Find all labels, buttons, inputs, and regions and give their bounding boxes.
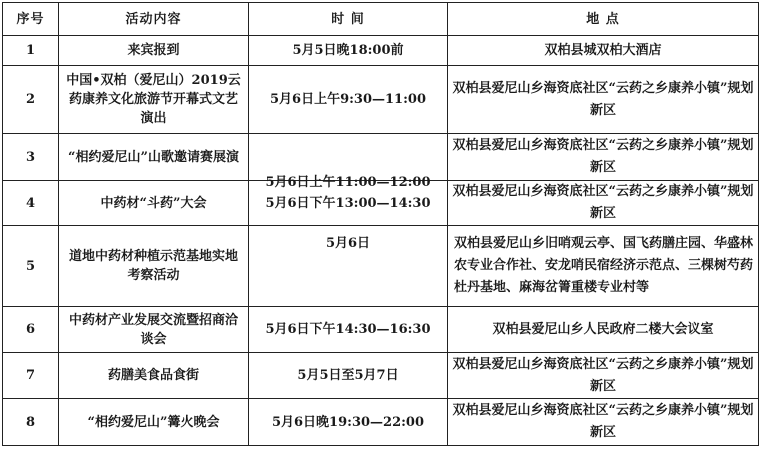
cell-content: 中药材产业发展交流暨招商洽谈会 (59, 307, 249, 353)
table-header-row (3, 3, 759, 36)
table-row (3, 226, 759, 307)
cell-no: 4 (3, 181, 59, 226)
cell-no: 6 (3, 307, 59, 353)
cell-content: 道地中药材种植示范基地实地考察活动 (59, 226, 249, 307)
cell-place: 双柏县爱尼山乡海资底社区“云药之乡康养小镇”规划新区 (448, 399, 759, 446)
cell-no: 5 (3, 226, 59, 307)
header-place: 地 点 (448, 3, 759, 36)
cell-no: 7 (3, 353, 59, 399)
cell-time: 5月6日下午14:30—16:30 (249, 307, 448, 353)
cell-time: 5月5日晚18:00前 (249, 36, 448, 66)
cell-content: 中药材“斗药”大会 (59, 181, 249, 226)
cell-time: 5月6日 (249, 226, 448, 307)
cell-place: 双柏县爱尼山乡海资底社区“云药之乡康养小镇”规划新区 (448, 181, 759, 226)
cell-place: 双柏县爱尼山乡海资底社区“云药之乡康养小镇”规划新区 (448, 66, 759, 134)
cell-place: 双柏县爱尼山乡海资底社区“云药之乡康养小镇”规划新区 (448, 353, 759, 399)
schedule-table (2, 2, 759, 446)
cell-time: 5月6日上午9:30—11:00 (249, 66, 448, 134)
cell-no: 2 (3, 66, 59, 134)
table-row (3, 134, 759, 181)
cell-content: “相约爱尼山”篝火晚会 (59, 399, 249, 446)
cell-time: 5月6日下午13:00—14:30 (249, 181, 448, 226)
cell-no: 1 (3, 36, 59, 66)
cell-time-text: 5月6日上午11:00—12:00 (265, 175, 431, 190)
table-row (3, 66, 759, 134)
table-row (3, 36, 759, 66)
cell-place: 双柏县城双柏大酒店 (448, 36, 759, 66)
cell-no: 3 (3, 134, 59, 181)
cell-content: 来宾报到 (59, 36, 249, 66)
cell-no: 8 (3, 399, 59, 446)
cell-place: 双柏县爱尼山乡人民政府二楼大会议室 (448, 307, 759, 353)
table-row (3, 307, 759, 353)
header-no: 序号 (3, 3, 59, 36)
table-row (3, 353, 759, 399)
cell-time: 5月6日晚19:30—22:00 (249, 399, 448, 446)
cell-time (249, 134, 448, 190)
header-content: 活动内容 (59, 3, 249, 36)
cell-content: 中国•双柏（爱尼山）2019云药康养文化旅游节开幕式文艺演出 (59, 66, 249, 134)
cell-place: 双柏县爱尼山乡旧哨观云亭、国飞药膳庄园、华盛林农专业合作社、安龙哨民宿经济示范点、三棵树芍药杜丹基地、麻海岔箐重楼专业村等 (448, 226, 759, 307)
cell-time: 5月5日至5月7日 (249, 353, 448, 399)
cell-content: 药膳美食品食街 (59, 353, 249, 399)
cell-place: 双柏县爱尼山乡海资底社区“云药之乡康养小镇”规划新区 (448, 134, 759, 181)
cell-content: “相约爱尼山”山歌邀请赛展演 (59, 134, 249, 181)
table-row (3, 399, 759, 446)
schedule-table-container (2, 2, 758, 446)
header-time: 时 间 (249, 3, 448, 36)
